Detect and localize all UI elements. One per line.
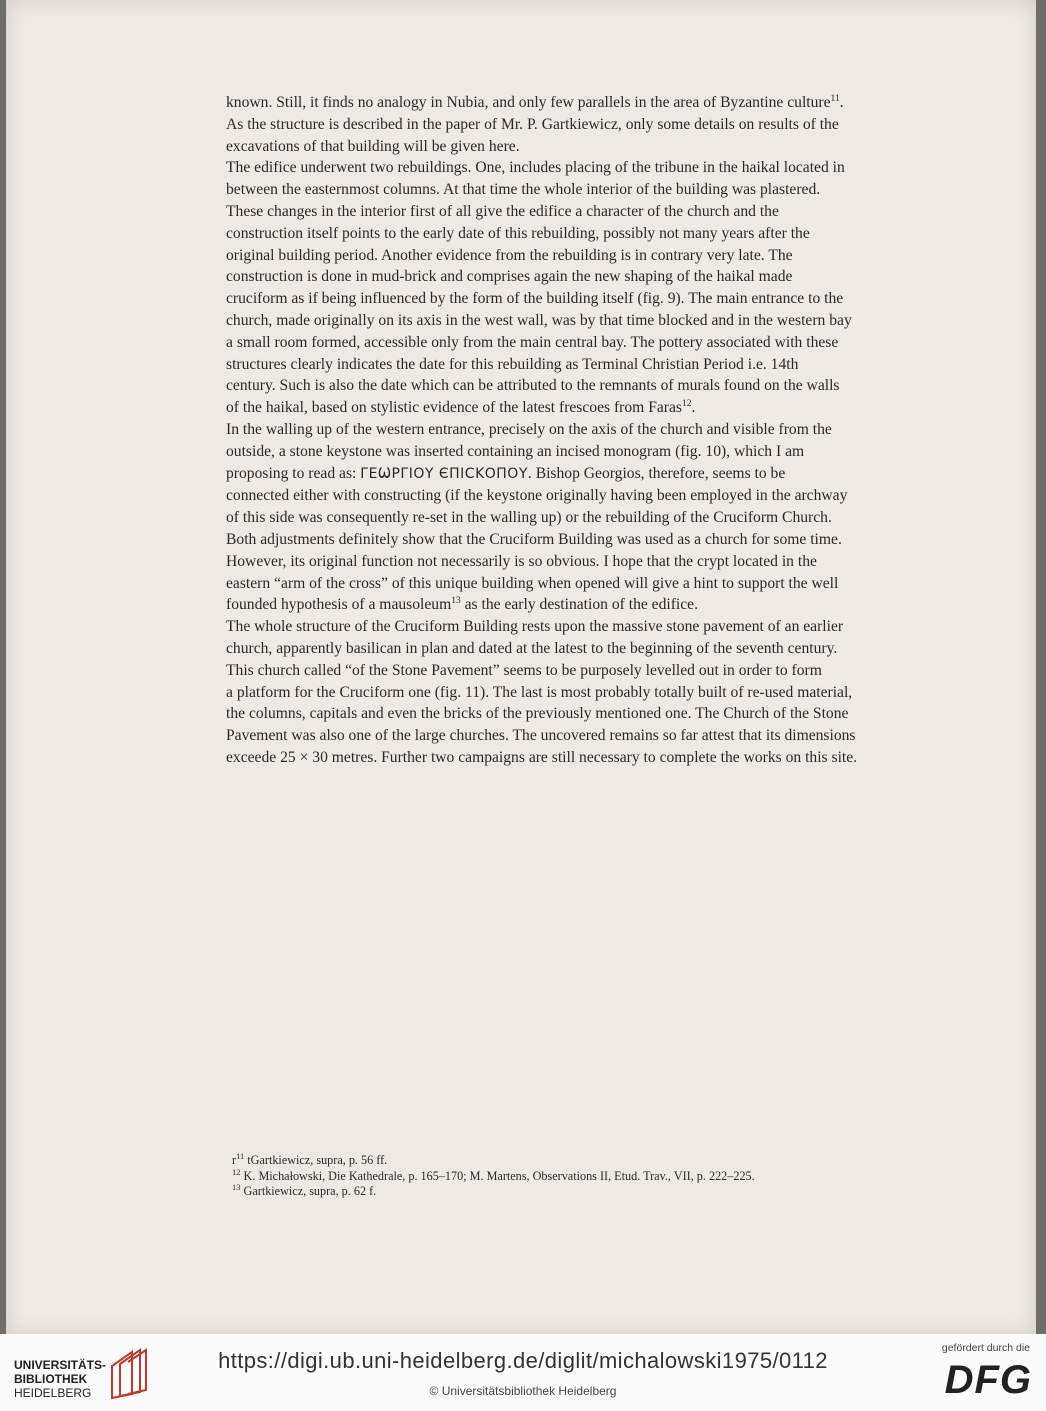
line-text-after: as the early destination of the edifice. <box>460 596 698 614</box>
line-text: structures clearly indicates the date for this rebuilding as Terminal Christian Period i.e. 14th <box>226 355 799 373</box>
line-text: These changes in the interior first of all give the edifice a character of the church and the <box>226 202 779 220</box>
line-text: The edifice underwent two rebuildings. One, includes placing of the tribune in the haikal located in <box>226 159 845 177</box>
copyright: © Universitätsbibliothek Heidelberg <box>429 1384 617 1398</box>
footnote-text: K. Michałowski, Die Kathedrale, p. 165–170; M. Martens, Observations II, Etud. Trav., VII, p. 222–225. <box>240 1168 755 1183</box>
line-text: However, its original function not necessarily is so obvious. I hope that the crypt located in the <box>226 552 817 570</box>
line-text: church, apparently basilican in plan and dated at the latest to the beginning of the seventh century. <box>226 639 838 657</box>
library-line-3: HEIDELBERG <box>14 1386 92 1400</box>
line-text: connected either with constructing (if the keystone originally having been employed in the archway <box>226 487 848 505</box>
line-text: construction itself points to the early date of this rebuilding, possibly not many years after the <box>226 224 810 242</box>
paragraph <box>226 419 971 616</box>
line-text: a small room formed, accessible only from the main central bay. The pottery associated with these <box>226 333 839 351</box>
line-text: In the walling up of the western entrance, precisely on the axis of the church and visible from the <box>226 420 832 438</box>
text-line <box>226 463 971 486</box>
text-line <box>226 288 971 310</box>
text-line <box>226 419 971 441</box>
text-line <box>226 573 971 595</box>
text-line <box>226 223 971 245</box>
footnote <box>232 1166 952 1185</box>
page-url[interactable]: https://digi.ub.uni-heidelberg.de/diglit/michalowski1975/0112 <box>218 1348 828 1373</box>
text-line <box>226 245 971 267</box>
text-line <box>226 485 971 507</box>
line-text: known. Still, it finds no analogy in Nubia, and only few parallels in the area of Byzantine culture <box>226 94 831 111</box>
line-text: exceede 25 × 30 metres. Further two campaigns are still necessary to complete the works on this site. <box>226 748 858 766</box>
line-text-after: . <box>839 94 844 111</box>
line-text: original building period. Another evidence from the rebuilding is in contrary very late. The <box>226 246 793 264</box>
library-line-1: UNIVERSITÄTS- <box>14 1358 107 1372</box>
coptic-inscription: ΓΕѠΡΓΙΟΥ ЄΠΙCΚΟΠΟΥ <box>360 465 528 482</box>
line-text: Pavement was also one of the large churches. The uncovered remains so far attest that its dimensions <box>226 727 856 745</box>
line-text: church, made originally on its axis in the west wall, was by that time blocked and in the western bay <box>226 311 852 329</box>
line-text: outside, a stone keystone was inserted containing an incised monogram (fig. 10), which I am <box>226 442 805 460</box>
footnote-ref: 12 <box>681 398 692 409</box>
text-line <box>226 332 971 354</box>
line-text: This church called “of the Stone Pavement” seems to be purposely levelled out in order to form <box>226 661 822 679</box>
text-line <box>226 551 971 573</box>
footnote <box>232 1150 952 1169</box>
text-line <box>226 638 971 660</box>
text-line <box>226 114 971 136</box>
line-text: excavations of that building will be given here. <box>226 137 520 155</box>
line-text: of this side was consequently re-set in the walling up) or the rebuilding of the Cruciform Church. <box>226 509 832 527</box>
text-line <box>226 747 971 769</box>
footnote <box>232 1184 952 1200</box>
line-text: founded hypothesis of a mausoleum <box>226 596 452 614</box>
line-text: between the easternmost columns. At that time the whole interior of the building was plastered. <box>226 181 821 199</box>
text-line <box>226 157 971 179</box>
footnote-number: 13 <box>232 1182 241 1193</box>
line-text: As the structure is described in the paper of Mr. P. Gartkiewicz, only some details on results of the <box>226 115 839 133</box>
text-line <box>226 136 971 158</box>
main-text <box>226 92 971 769</box>
paragraph <box>226 92 971 157</box>
line-text: construction is done in mud-brick and comprises again the new shaping of the haikal made <box>226 268 793 286</box>
text-line <box>226 354 971 376</box>
dfg-logo: DFG <box>944 1358 1032 1402</box>
paragraph <box>226 157 971 419</box>
text-line <box>226 397 971 419</box>
text-line <box>226 310 971 332</box>
viewer-footer <box>0 1334 1046 1411</box>
text-line <box>226 529 971 551</box>
funding-note: gefördert durch die <box>941 1342 1030 1354</box>
text-line <box>226 725 971 747</box>
line-text: the columns, capitals and even the bricks of the previously mentioned one. The Church of the Stone <box>226 705 849 723</box>
line-text: century. Such is also the date which can be attributed to the remnants of murals found on the walls <box>226 377 840 395</box>
line-text-after: . Bishop Georgios, therefore, seems to be <box>527 464 786 482</box>
line-text: of the haikal, based on stylistic evidence of the latest frescoes from Faras <box>226 399 682 417</box>
text-line <box>226 507 971 529</box>
footnotes <box>232 1150 952 1200</box>
library-line-2: BIBLIOTHEK <box>14 1372 88 1386</box>
footnote-number: 12 <box>232 1166 241 1177</box>
text-line <box>226 201 971 223</box>
line-text: The whole structure of the Cruciform Building rests upon the massive stone pavement of an earlier <box>226 618 844 636</box>
text-line <box>226 179 971 201</box>
line-text: proposing to read as: <box>226 464 361 482</box>
text-line <box>226 660 971 682</box>
text-line <box>226 441 971 463</box>
text-line <box>226 703 971 725</box>
footnote-text: Gartkiewicz, supra, p. 62 f. <box>240 1184 377 1199</box>
footnote-ref: 11 <box>830 93 840 104</box>
text-line <box>226 682 971 704</box>
text-line <box>226 616 971 638</box>
line-text-after: . <box>691 399 696 417</box>
footnote-text: tGartkiewicz, supra, p. 56 ff. <box>244 1153 388 1167</box>
footnote-ref: 13 <box>451 596 461 607</box>
line-text: Both adjustments definitely show that the Cruciform Building was used as a church for some time. <box>226 530 842 548</box>
footnote-prefix: r <box>232 1153 237 1167</box>
scanned-page <box>6 0 1036 1334</box>
paragraph <box>226 616 971 769</box>
text-line <box>226 92 971 114</box>
text-line <box>226 594 971 616</box>
text-line <box>226 266 971 288</box>
line-text: cruciform as if being influenced by the form of the building itself (fig. 9). The main entrance to the <box>226 290 844 308</box>
line-text: a platform for the Cruciform one (fig. 11). The last is most probably totally built of re-used material, <box>226 683 853 701</box>
line-text: eastern “arm of the cross” of this unique building when opened will give a hint to support the well <box>226 574 839 592</box>
footnote-number: 11 <box>236 1150 245 1161</box>
text-line <box>226 375 971 397</box>
